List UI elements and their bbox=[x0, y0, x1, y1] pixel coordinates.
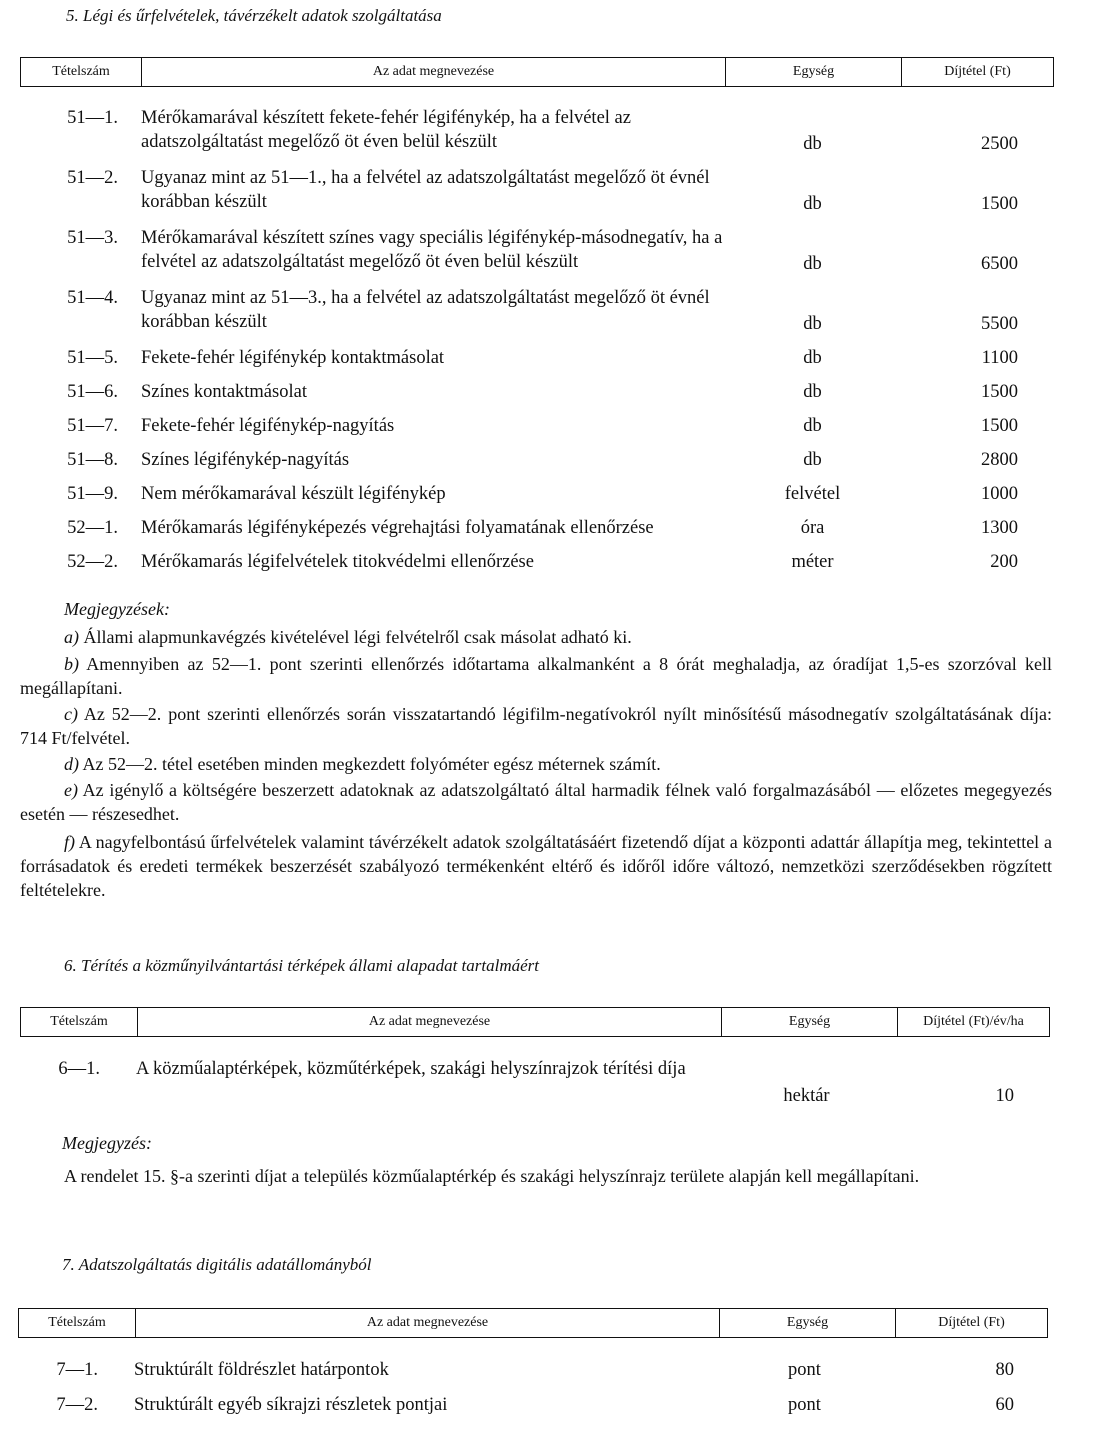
note-heading: Megjegyzés: bbox=[62, 1133, 152, 1153]
item-number: 51—4. bbox=[67, 288, 118, 308]
item-name: Mérőkamarával készített színes vagy speciális légifénykép-másodnegatív, ha a felvétel az adatszolgáltatást megelőző öt éven belül készült bbox=[141, 228, 723, 272]
note-item bbox=[20, 702, 1052, 750]
item-fee: 1000 bbox=[981, 484, 1018, 504]
item-number: 52—1. bbox=[67, 518, 118, 538]
section-5-title: 5. Légi és űrfelvételek, távérzékelt adatok szolgáltatása bbox=[66, 6, 442, 25]
item-fee: 1500 bbox=[981, 416, 1018, 436]
item-fee: 6500 bbox=[981, 254, 1018, 274]
item-fee: 60 bbox=[995, 1395, 1014, 1415]
item-name: Nem mérőkamarával készült légifénykép bbox=[141, 484, 446, 504]
section-7-table-header bbox=[18, 1308, 1048, 1338]
item-name: Fekete-fehér légifénykép-nagyítás bbox=[141, 416, 395, 436]
note-text: A rendelet 15. §-a szerinti díjat a település közműalaptérkép és szakági helyszínrajz területe alapján kell megállapítani. bbox=[64, 1166, 920, 1186]
item-fee: 2800 bbox=[981, 450, 1018, 470]
item-unit: óra bbox=[800, 518, 825, 538]
note-label: b) bbox=[64, 654, 79, 674]
item-fee: 2500 bbox=[981, 134, 1018, 154]
item-fee: 1300 bbox=[981, 518, 1018, 538]
item-number: 51—5. bbox=[67, 348, 118, 368]
item-number: 52—2. bbox=[67, 552, 118, 572]
section-6-table-header bbox=[20, 1007, 1050, 1037]
header-item-number: Tételszám bbox=[52, 64, 110, 79]
item-name: Színes kontaktmásolat bbox=[141, 382, 307, 402]
item-fee: 80 bbox=[995, 1360, 1014, 1380]
item-unit: pont bbox=[788, 1395, 821, 1415]
note-text: Az igénylő a költségére beszerzett adatoknak az adatszolgáltató által harmadik félnek való forgalmazásából — előzetes megegyezés esetén — részesedhet. bbox=[20, 780, 1052, 824]
note-text: Az 52—2. pont szerinti ellenőrzés során visszatartandó légifilm-negatívokról nyílt minősítésű másodnegatív szolgáltatásának díja: 714 Ft/felvétel. bbox=[20, 704, 1052, 748]
note-label: a) bbox=[64, 627, 79, 647]
item-fee: 1100 bbox=[981, 348, 1018, 368]
notes-heading: Megjegyzések: bbox=[64, 599, 170, 619]
item-name: Színes légifénykép-nagyítás bbox=[141, 450, 350, 470]
item-name: Struktúrált egyéb síkrajzi részletek pontjai bbox=[134, 1395, 448, 1415]
section-7-title: 7. Adatszolgáltatás digitális adatállományból bbox=[62, 1255, 372, 1274]
header-item-number: Tételszám bbox=[48, 1315, 106, 1330]
note-label: d) bbox=[64, 754, 79, 774]
note-label: f) bbox=[64, 832, 75, 852]
item-fee: 1500 bbox=[981, 382, 1018, 402]
item-name: A közműalaptérképek, közműtérképek, szakági helyszínrajzok térítési díja bbox=[136, 1059, 686, 1079]
item-unit: felvétel bbox=[784, 484, 841, 504]
item-unit: db bbox=[803, 416, 822, 436]
item-number: 7—2. bbox=[56, 1395, 98, 1415]
note-label: c) bbox=[64, 704, 78, 724]
note-text: A nagyfelbontású űrfelvételek valamint távérzékelt adatok szolgáltatásáért fizetendő díjat a központi adattár állapítja meg, tekintettel a forrásadatok és eredeti termékek beszerzését szabályozó termékenként eltérő és időről időre változó, nemzetközi szerződésekben rögzített feltételekre. bbox=[20, 832, 1052, 900]
item-number: 51—3. bbox=[67, 228, 118, 248]
note-item bbox=[20, 778, 1052, 826]
item-number: 51—2. bbox=[67, 168, 118, 188]
section-5-table-header bbox=[20, 57, 1054, 87]
item-unit: db bbox=[803, 314, 822, 334]
header-item-name: Az adat megnevezése bbox=[135, 1309, 719, 1337]
item-name: Mérőkamarával készített fekete-fehér légifénykép, ha a felvétel az adatszolgáltatást megelőző öt éven belül készült bbox=[141, 108, 631, 152]
note-text: Amennyiben az 52—1. pont szerinti ellenőrzés időtartama alkalmanként a 8 órát meghaladja, az óradíjat 1,5-es szorzóval kell megállapítani. bbox=[20, 654, 1052, 698]
item-unit: db bbox=[803, 348, 822, 368]
item-name: Mérőkamarás légifelvételek titokvédelmi ellenőrzése bbox=[141, 552, 534, 572]
header-unit: Egység bbox=[725, 58, 901, 86]
note-item bbox=[20, 625, 1052, 649]
note-item bbox=[20, 652, 1052, 700]
header-item-name: Az adat megnevezése bbox=[141, 58, 725, 86]
item-unit: hektár bbox=[783, 1086, 830, 1106]
item-number: 51—8. bbox=[67, 450, 118, 470]
note-text: Az 52—2. tétel esetében minden megkezdett folyóméter egész méternek számít. bbox=[82, 754, 661, 774]
item-number: 51—1. bbox=[67, 108, 118, 128]
note-label: e) bbox=[64, 780, 78, 800]
header-fee: Díjtétel (Ft) bbox=[895, 1309, 1047, 1337]
item-unit: db bbox=[803, 254, 822, 274]
note-item bbox=[20, 830, 1052, 902]
item-unit: db bbox=[803, 450, 822, 470]
item-name: Ugyanaz mint az 51—1., ha a felvétel az adatszolgáltatást megelőző öt évnél korábban készült bbox=[141, 168, 710, 212]
header-item-name: Az adat megnevezése bbox=[137, 1008, 721, 1036]
item-fee: 200 bbox=[990, 552, 1018, 572]
item-number: 7—1. bbox=[56, 1360, 98, 1380]
item-name: Ugyanaz mint az 51—3., ha a felvétel az adatszolgáltatást megelőző öt évnél korábban készült bbox=[141, 288, 710, 332]
note-text: Állami alapmunkavégzés kivételével légi felvételről csak másolat adható ki. bbox=[83, 627, 632, 647]
item-unit: db bbox=[803, 194, 822, 214]
item-unit: db bbox=[803, 382, 822, 402]
item-name: Mérőkamarás légifényképezés végrehajtási folyamatának ellenőrzése bbox=[141, 518, 654, 538]
item-fee: 10 bbox=[995, 1086, 1014, 1106]
header-unit: Egység bbox=[719, 1309, 895, 1337]
item-number: 6—1. bbox=[58, 1059, 100, 1079]
item-fee: 1500 bbox=[981, 194, 1018, 214]
item-fee: 5500 bbox=[981, 314, 1018, 334]
header-fee: Díjtétel (Ft)/év/ha bbox=[897, 1008, 1049, 1036]
note-item bbox=[20, 752, 1052, 776]
section-6-title: 6. Térítés a közműnyilvántartási térképek állami alapadat tartalmáért bbox=[64, 956, 540, 975]
item-number: 51—7. bbox=[67, 416, 118, 436]
item-unit: méter bbox=[791, 552, 834, 572]
header-fee: Díjtétel (Ft) bbox=[901, 58, 1053, 86]
item-name: Struktúrált földrészlet határpontok bbox=[134, 1360, 389, 1380]
item-number: 51—9. bbox=[67, 484, 118, 504]
header-item-number: Tételszám bbox=[50, 1014, 108, 1029]
item-unit: db bbox=[803, 134, 822, 154]
header-unit: Egység bbox=[721, 1008, 897, 1036]
item-number: 51—6. bbox=[67, 382, 118, 402]
item-unit: pont bbox=[788, 1360, 821, 1380]
item-name: Fekete-fehér légifénykép kontaktmásolat bbox=[141, 348, 445, 368]
